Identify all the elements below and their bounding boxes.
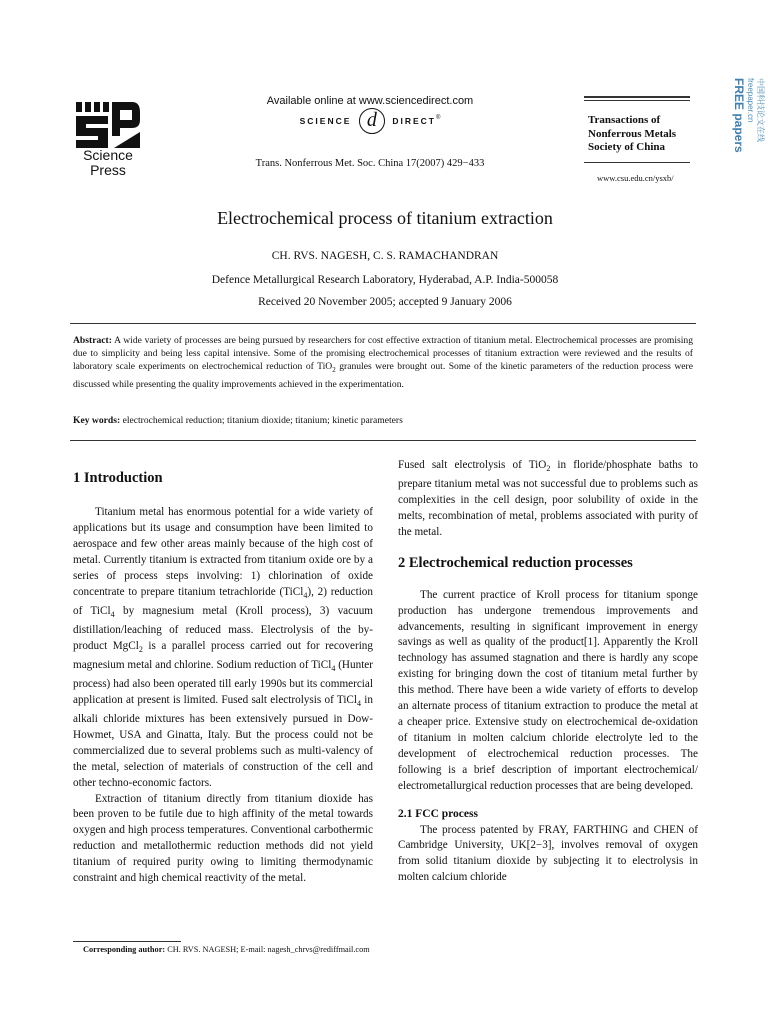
journal-rule-top-1	[584, 96, 690, 98]
abstract-text-2: granules were brought out. Some of the kinetic parameters of the reduction process were discussed while presenting the quality improvements achieved in the experimentation.	[73, 361, 693, 390]
article-received: Received 20 November 2005; accepted 9 January 2006	[258, 296, 512, 308]
sd-right-text: DIRECT	[392, 116, 436, 126]
abstract	[73, 334, 693, 391]
section-2-paragraph: The current practice of Kroll process for titanium sponge production has undergone tremendous improvements and advancements, resulting in significant improvement in energy savings as well as quality of the product[1]. Apparently the Kroll technology has assumed stagnation and there is hardly any scope existing for bringing down the cost of titanium metal further by this method. There have been a wide variety of efforts to develop an alternate process of titanium extraction to produce the metal at a cheaper price. Extensive study on electrochemical de-oxidation of titanium in molten calcium chloride electrolyte led to the development of electrochemical reduction processes. The following is a brief description of important electrochemical/ electrometallurgical reduction processes that are being developed.	[398, 588, 698, 792]
left-column	[73, 470, 373, 887]
science-press-logo-icon	[74, 100, 144, 150]
section-2-1-heading: 2.1 FCC process	[398, 807, 478, 820]
keywords-text: electrochemical reduction; titanium dioxide; titanium; kinetic parameters	[122, 415, 403, 426]
publisher-logo	[74, 100, 144, 150]
available-online-text: Available online at www.sciencedirect.com	[266, 95, 474, 107]
stamp-url-text: freepaper.cn	[746, 78, 755, 123]
footnote-rule	[73, 941, 181, 942]
journal-url: www.csu.edu.cn/ysxb/	[597, 173, 674, 183]
journal-rule-top-2	[584, 100, 690, 101]
journal-name: Transactions of Nonferrous Metals Society of China	[588, 114, 677, 153]
abstract-sub-1: 2	[332, 366, 336, 375]
sd-at-icon	[359, 108, 385, 134]
intro-paragraph-2: Extraction of titanium directly from titanium dioxide has been proven to be futile due to high affinity of the metal towards oxygen and high process temperatures. Conventional carbothermic reduction and metallothermic reduction methods did not yield titanium of required purity owing to limiting thermodynamic constraint and high chemical reactivity of the metal.	[73, 792, 373, 885]
publisher-name: Science Press	[83, 147, 133, 178]
footnote-text: CH. RVS. NAGESH; E-mail: nagesh_chrvs@rediffmail.com	[167, 945, 370, 954]
right-paragraph-0: Fused salt electrolysis of TiO$_2$ in floride/phosphate baths to prepare titanium metal was not successful due to problems such as complexities in the cell design, poor solubility of oxide in the melts, recombination of metal, problems associated with purity of the metal.	[398, 459, 698, 538]
sd-mark-text: ®	[435, 114, 441, 121]
footnote-label: Corresponding author:	[83, 945, 166, 954]
section-2-heading: 2 Electrochemical reduction processes	[398, 554, 633, 571]
abstract-rule-top	[70, 323, 696, 324]
free-papers-stamp	[726, 78, 766, 218]
keywords-label: Key words:	[73, 415, 121, 426]
section-1-heading: 1 Introduction	[73, 470, 163, 486]
stamp-big-text: FREE papers	[732, 78, 746, 153]
sciencedirect-logo	[240, 108, 500, 138]
journal-rule-bottom	[584, 162, 690, 163]
article-title: Electrochemical process of titanium extraction	[217, 208, 553, 228]
sd-left-text: SCIENCE	[299, 116, 352, 126]
abstract-rule-bottom	[70, 440, 696, 441]
article-authors: CH. RVS. NAGESH, C. S. RAMACHANDRAN	[271, 250, 499, 262]
right-column	[398, 458, 698, 886]
stamp-cn-text: 中国科技论文在线	[756, 78, 765, 142]
abstract-label: Abstract:	[73, 335, 112, 346]
abstract-text-1: A wide variety of processes are being pursued by researchers for cost effective extraction of titanium metal. Electrochemical processes are promising due to simplicity and being less capital intensive. Some of the promising electrochemical processes of titanium extraction were reviewed and the results of laboratory scale experiments on electrochemical reduction of TiO	[73, 335, 693, 373]
intro-paragraph-1: Titanium metal has enormous potential for a wide variety of applications but its usage and consumption have been limited to aerospace and few other areas mainly because of the high cost of metal. Currently titanium is extracted from titanium oxide ore by a series of process steps involving: 1) chlorination of oxide concentrate to prepare titanium tetrachloride (TiCl$_4$), 2) reduction of TiCl$_4$ by magnesium metal (Kroll process), 3) vacuum distillation/leaching of reduced mass. Electrolysis of the by-product MgCl$_2$ is a parallel process carried out for recovering magnesium metal and chlorine. Sodium reduction of TiCl$_4$ (Hunter process) had also been operated till early 1990s but its commercial application at present is limited. Fused salt electrolysis of TiCl$_4$ in alkali chloride mixtures has been extensively pursued in Dow-Howmet, USA and Ginatta, Italy. But the process could not be commercialized due to several problems such as multi-valency of the metal, selection of materials of construction of the cell and other techno-economic factors.	[73, 506, 373, 789]
footnote	[83, 945, 703, 954]
citation: Trans. Nonferrous Met. Soc. China 17(2007) 429−433	[255, 158, 485, 169]
article-affiliation: Defence Metallurgical Research Laboratory, Hyderabad, A.P. India-500058	[211, 274, 559, 286]
keywords	[73, 415, 693, 426]
section-2-1-paragraph: The process patented by FRAY, FARTHING and CHEN of Cambridge University, UK[2−3], involves removal of oxygen from solid titanium dioxide by subjecting it to electrolysis in molten calcium chloride	[398, 823, 698, 884]
sd-at-text: d	[366, 109, 377, 131]
